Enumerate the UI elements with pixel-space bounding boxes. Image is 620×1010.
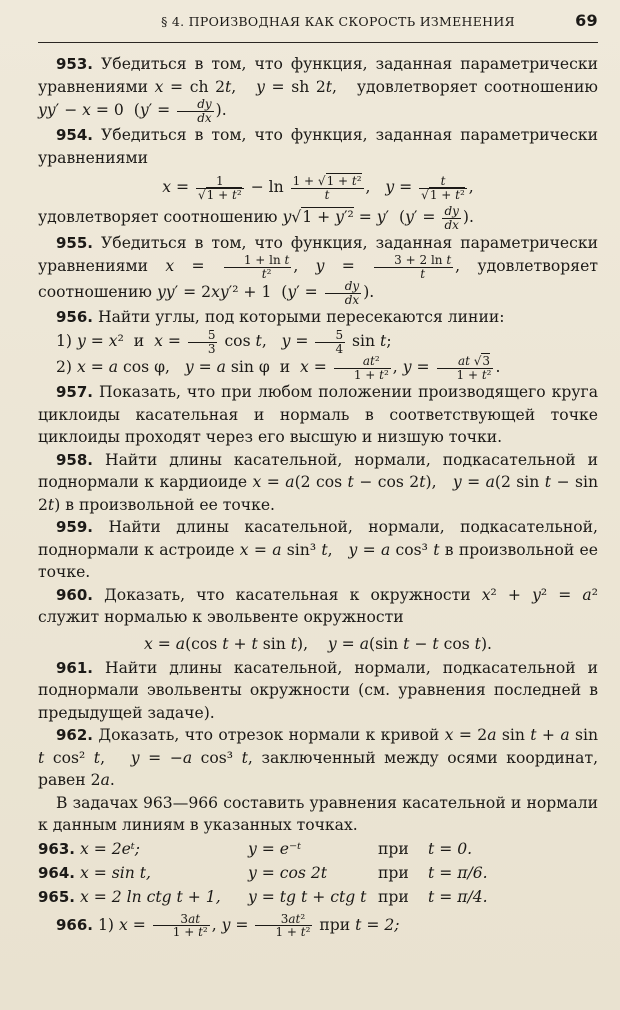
problem-963 (38, 837, 598, 861)
y-equation: y = e⁻ᵗ (248, 839, 302, 858)
problem-964 (38, 861, 598, 885)
problem-956 (38, 306, 598, 329)
problem-text: удовлетворяет соотношению (38, 257, 598, 302)
t-value: t = π/4. (428, 887, 488, 906)
problem-number: 958. (56, 450, 94, 469)
problem-number: 954. (56, 126, 94, 145)
item-marker: 1) (97, 915, 114, 934)
problem-962: 962. Доказать, что отрезок нормали к кривой x = 2a sin t + a sin t cos² t, y = −a cos³ t, заключенный между осями координат, равен 2a. (38, 726, 599, 790)
section-intro: В задачах 963—966 составить уравнения касательной и нормали к данным линиям в указанных точках. (38, 793, 598, 835)
problem-text: Найти длины касательной, нормали, подкасательной и поднормали эвольвенты окружности (см. уравнения последней в предыдущей задаче). (38, 658, 598, 722)
problem-text: Доказать, что отрезок нормали к кривой (98, 726, 440, 745)
conjunction: и (133, 332, 145, 351)
at-label: при (378, 863, 409, 882)
problem-number: 957. (56, 383, 94, 402)
t-value: t = 2; (355, 915, 400, 934)
problem-number: 953. (56, 55, 94, 73)
display-formula: x = a(cos t + t sin t), y = a(sin t − t cos t). (144, 634, 492, 653)
running-header (38, 11, 598, 43)
problem-number: 963. (38, 839, 76, 858)
problem-text: Убедиться в том, что функция, заданная параметрически уравнениями (38, 55, 598, 96)
problem-number: 962. (56, 726, 94, 745)
problem-text: Найти длины касательной, нормали, подкасательной, поднормали к астроиде (38, 518, 598, 559)
conjunction: и (279, 358, 291, 377)
problem-number: 956. (56, 308, 94, 327)
problem-961 (38, 657, 598, 725)
problem-958: 958. Найти длины касательной, нормали, подкасательной и поднормали к кардиоиде x = a(2 cos t − cos 2t), y = a(2 sin t − sin 2t) в произвольной ее точке. (38, 450, 598, 514)
problem-957 (38, 381, 598, 449)
page-number: 69 (575, 11, 598, 30)
problem-number: 966. (56, 915, 94, 934)
problem-text: Убедиться в том, что функция, заданная параметрически уравнениями (38, 233, 598, 276)
x-equation: x = sin t, (79, 863, 151, 882)
problem-text: служит нормалью к эвольвенте окружности (38, 608, 404, 627)
t-value: t = 0. (428, 839, 473, 858)
problem-text: удовлетворяет соотношению (356, 77, 599, 96)
problem-text: Найти длины касательной, нормали, подкасательной и поднормали к кардиоиде (38, 450, 598, 492)
problem-954 (38, 124, 598, 169)
problem-960: 960. Доказать, что касательная к окружности x² + y² = a² служит нормалью к эвольвенте окружности (38, 585, 598, 627)
t-value: t = π/6. (428, 863, 488, 882)
problem-number: 955. (56, 233, 94, 252)
problem-text: в произвольной ее точке. (65, 495, 276, 514)
problem-966: 966. 1) x = $\frac{3at}{\text{1 + t²}}$ , y = $\frac{\text{3at²}}{\text{1 + t²}}$ при t = 2; (56, 911, 400, 940)
problem-955: 955. Убедиться в том, что функция, заданная параметрически уравнениями x = $\frac{\text{1 + ln t}}{\text{t²}}$ , y = $\frac{\text{3 + 2 ln t}}{t}$ , удовлетворяет соотношению yy′ = 2xy′² + 1 (y′ = $\frac{dy}{dx}$ ). (38, 233, 598, 307)
problem-text: Убедиться в том, что функция, заданная параметрически уравнениями (38, 126, 598, 167)
problem-953: 953. Убедиться в том, что функция, заданная параметрически уравнениями x = ch 2t, y = sh 2t, удовлетворяет соотношению yy′ − x = 0 (y′ = $\frac{dy}{dx}$ ). (38, 55, 599, 125)
problem-text: Показать, что при любом положении производящего круга циклоиды касательная и нормаль в соответствующей точке циклоиды проходят через его высшую и низшую точки. (38, 383, 598, 447)
problem-number: 960. (56, 585, 94, 604)
problem-956-item-1: 1) y = x² и x = $\frac{5}{3}$ cos t, y = $\frac{5}{4}$ sin t; (56, 327, 392, 356)
problem-text: заключенный между осями координат, равен (38, 748, 599, 790)
problem-959: 959. Найти длины касательной, нормали, подкасательной, поднормали к астроиде x = a sin³ t, y = a cos³ t в произвольной ее точке. (38, 518, 598, 582)
problem-text: Доказать, что касательная к окружности (104, 585, 471, 604)
at-label: при (378, 839, 409, 858)
problem-956-item-2: 2) x = a cos φ, y = a sin φ и x = $\frac{\text{at²}}{\text{1 + t²}}$ , y = $\frac{at √3}{\text{1 + t²}}$ . (56, 354, 501, 382)
x-equation: x = 2 ln ctg t + 1, (79, 887, 221, 906)
header-title: § 4. ПРОИЗВОДНАЯ КАК СКОРОСТЬ ИЗМЕНЕНИЯ (161, 14, 515, 29)
at-label: при (378, 887, 409, 906)
y-equation: y = cos 2t (248, 863, 328, 882)
problem-text: в произвольной ее точке. (38, 540, 598, 582)
problem-number: 964. (38, 863, 76, 882)
y-equation: y = tg t + ctg t (248, 887, 367, 906)
x-equation: x = 2eᵗ; (79, 839, 141, 858)
problem-text: удовлетворяет соотношению (38, 208, 278, 227)
problem-text: Найти углы, под которыми пересекаются линии: (97, 308, 505, 327)
problem-number: 961. (56, 658, 94, 677)
problem-number: 959. (56, 518, 94, 537)
display-formula: x = $\frac{1}{\text{√1 + t²}}$ − ln $\frac{\text{1 + √1 + t²}}{t}$ , y = $\frac{t}{\text{√1 + t²}}$ , (162, 174, 474, 202)
problem-number: 965. (38, 887, 76, 906)
problem-965 (38, 885, 598, 909)
problem-954-cont: удовлетворяет соотношению y√1 + y′² = y′ (y′ = $\frac{dy}{dx}$ ). (38, 204, 474, 232)
at-label: при (319, 915, 351, 934)
